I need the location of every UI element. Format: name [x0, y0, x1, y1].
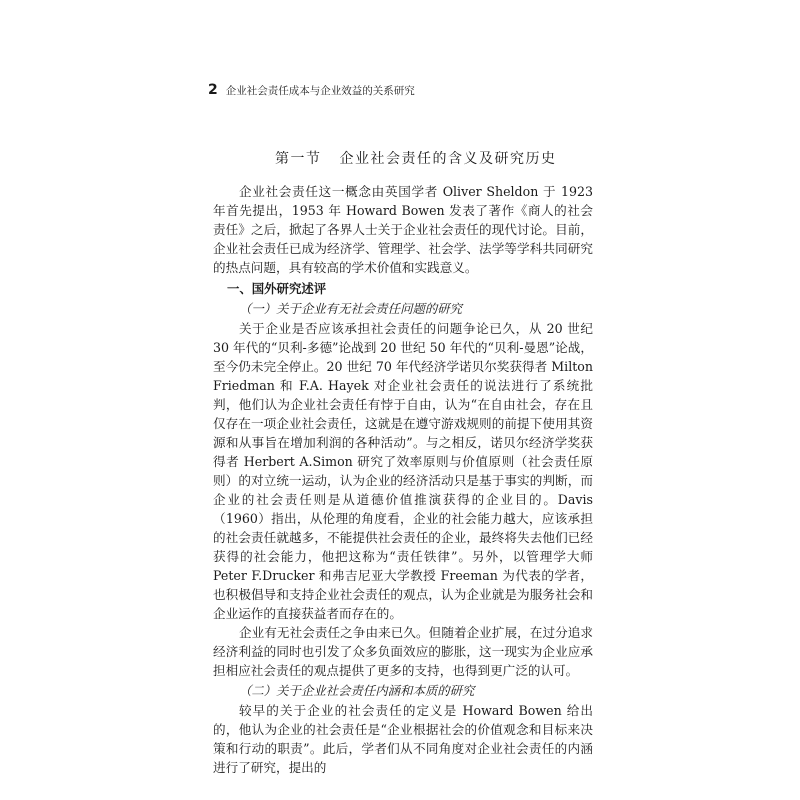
paragraph-intro: 企业社会责任这一概念由英国学者 Oliver Sheldon 于 1923 年首先提出，1953 年 Howard Bowen 发表了著作《商人的社会责任》之后，掀起了各界人士关于企业社会责任的现代讨论。目前，企业社会责任已成为经济学、管理学、社会学、法学等学科共同研究的热点问题，具有较高的学术价值和实践意义。 — [213, 184, 593, 275]
paragraph-debate: 关于企业是否应该承担社会责任的问题争论已久，从 20 世纪 30 年代的“贝利-多德”论战到 20 世纪 50 年代的“贝利-曼恩”论战，至今仍未完全停止。20 世纪 70 年代经济学诺贝尔奖获得者 Milton Friedman 和 F.A. Hayek 对企业社会责任的说法进行了系统批判，他们认为企业社会责任有悖于自由，认为“在自由社会，存在且仅存在一项企业社会责任，这就是在遵守游戏规则的前提下使用其资源和从事旨在增加利润的各种活动”。与之相反，诺贝尔经济学奖获得者 Herbert A.Simon 研究了效率原则与价值原则（社会责任原则）的对立统一运动，认为企业的经济活动只是基于事实的判断，而企业的社会责任则是从道德价值推演获得的企业目的。Davis（1960）指出，从伦理的角度看，企业的社会能力越大，应该承担的社会责任就越多，不能提供社会责任的企业，最终将失去他们已经获得的社会能力，他把这称为“责任铁律”。另外，以管理学大师 Peter F.Drucker 和弗吉尼亚大学教授 Freeman 为代表的学者，也积极倡导和支持企业社会责任的观点，认为企业就是为服务社会和企业运作的直接获益者而存在的。 — [213, 321, 593, 621]
paragraph-summary: 企业有无社会责任之争由来已久。但随着企业扩展，在过分追求经济利益的同时也引发了众多负面效应的膨胀，这一现实为企业应承担相应社会责任的观点提供了更多的支持，也得到更广泛的认可。 — [213, 625, 593, 678]
paragraph-definition: 较早的关于企业的社会责任的定义是 Howard Bowen 给出的，他认为企业的社会责任是“企业根据社会的价值观念和目标来决策和行动的职责”。此后，学者们从不同角度对企业社会责任的内涵进行了研究，提出的 — [213, 703, 593, 775]
section-label: 第一节 — [275, 151, 322, 167]
running-header — [208, 82, 415, 98]
running-title: 企业社会责任成本与企业效益的关系研究 — [225, 85, 415, 97]
subheading-1: （一）关于企业有无社会责任问题的研究 — [239, 301, 463, 316]
section-title — [275, 148, 575, 168]
heading-foreign-review: 一、国外研究述评 — [227, 281, 327, 296]
body-text — [213, 182, 593, 777]
section-heading: 企业社会责任的含义及研究历史 — [339, 151, 557, 167]
subheading-2: （二）关于企业社会责任内涵和本质的研究 — [239, 683, 475, 698]
page-number: 2 — [208, 82, 218, 98]
